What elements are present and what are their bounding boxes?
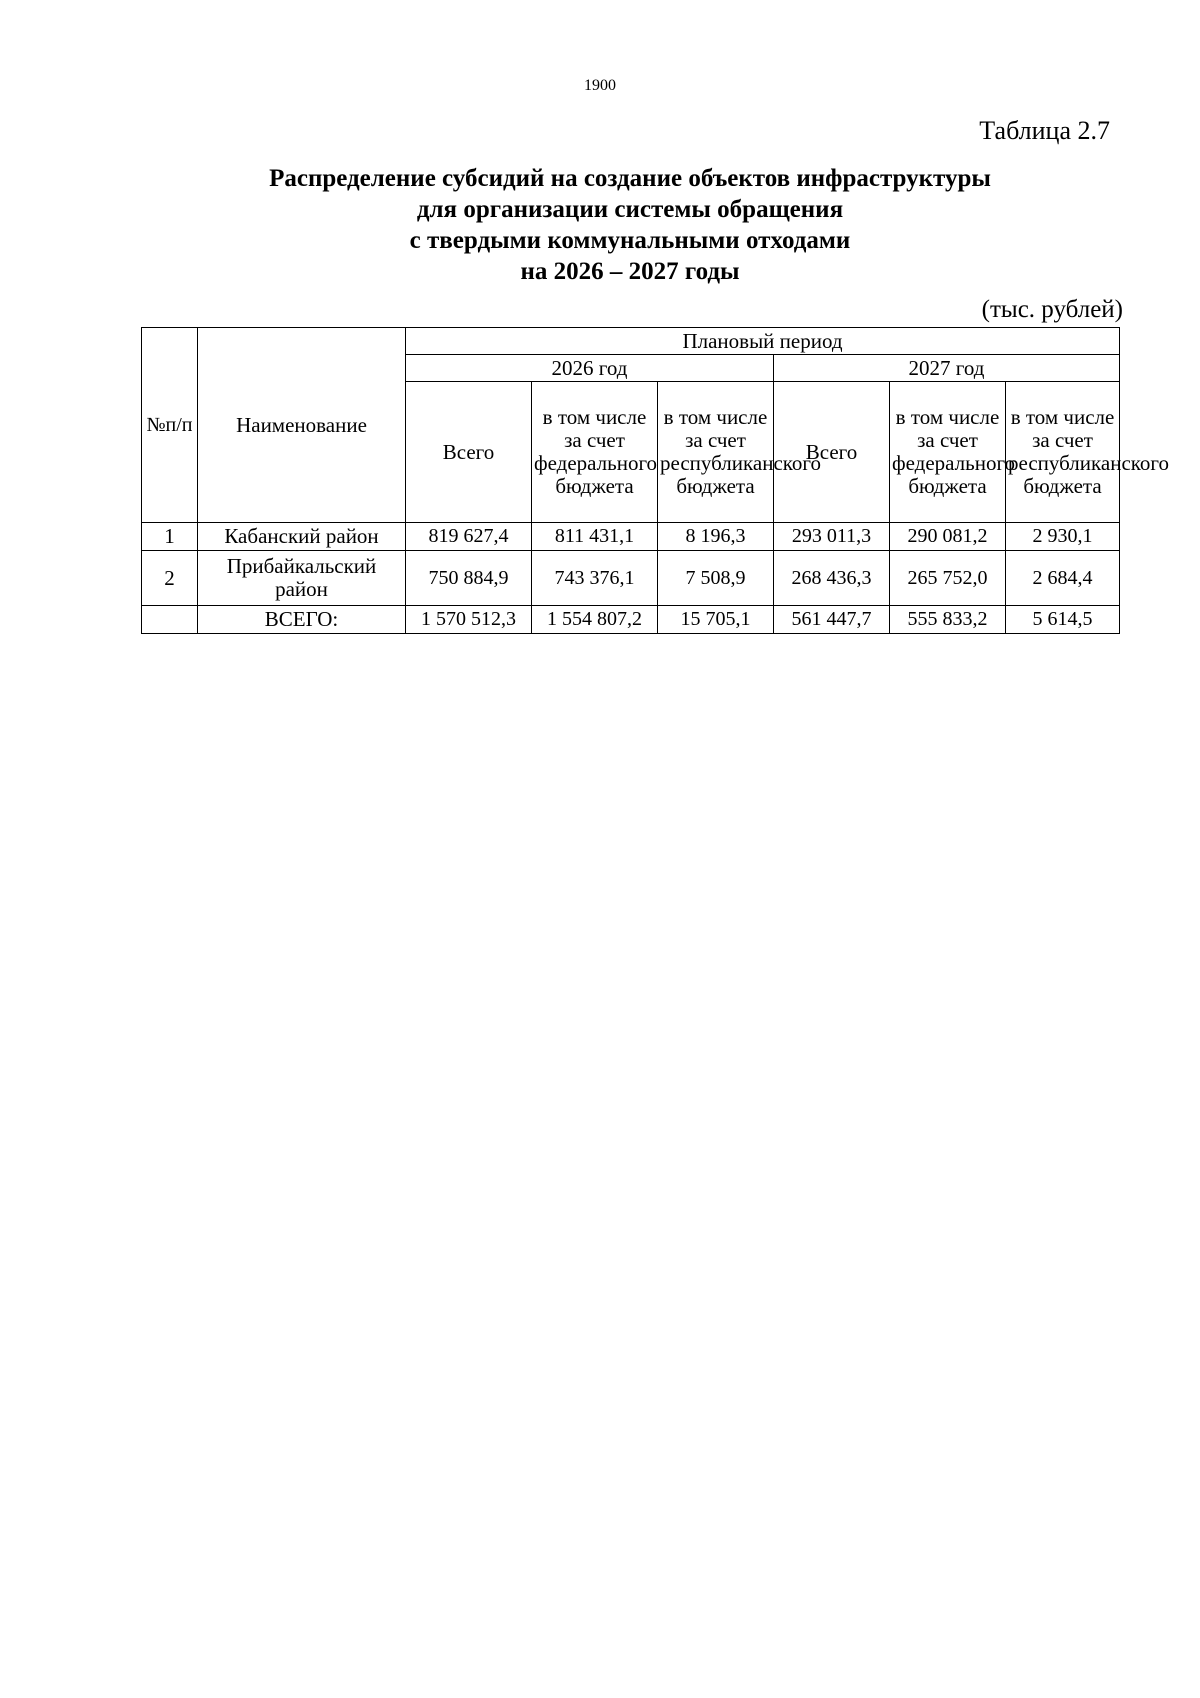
header-year-2026: 2026 год (406, 355, 774, 382)
title-line: для организации системы обращения (416, 196, 844, 223)
title-line: Распределение субсидий на создание объектов инфраструктуры (269, 165, 991, 192)
header-republican-2026: в том числе за счет республиканского бюджета (658, 382, 774, 523)
cell-republican-2027: 2 684,4 (1006, 551, 1120, 606)
cell-total-2027: 268 436,3 (774, 551, 890, 606)
table-row (142, 551, 1120, 606)
cell-total-2026: 750 884,9 (406, 551, 532, 606)
row-name: Кабанский район (198, 523, 406, 551)
header-federal-2026: в том числе за счет федерального бюджета (532, 382, 658, 523)
row-number (142, 606, 198, 634)
cell-total-2027: 561 447,7 (774, 606, 890, 634)
row-number: 1 (142, 523, 198, 551)
table-label: Таблица 2.7 (979, 116, 1110, 145)
row-number: 2 (142, 551, 198, 606)
row-name: Прибайкальский район (198, 551, 406, 606)
cell-federal-2026: 1 554 807,2 (532, 606, 658, 634)
header-republican-2027: в том числе за счет республиканского бюджета (1006, 382, 1120, 523)
title-line: на 2026 – 2027 годы (520, 258, 740, 285)
header-number: №п/п (142, 328, 198, 523)
header-name: Наименование (198, 328, 406, 523)
header-total-2026: Всего (406, 382, 532, 523)
table-row-total (142, 606, 1120, 634)
cell-republican-2027: 5 614,5 (1006, 606, 1120, 634)
header-year-2027: 2027 год (774, 355, 1120, 382)
cell-federal-2026: 811 431,1 (532, 523, 658, 551)
cell-republican-2026: 7 508,9 (658, 551, 774, 606)
cell-federal-2027: 555 833,2 (890, 606, 1006, 634)
units-label: (тыс. рублей) (981, 296, 1123, 323)
cell-republican-2026: 8 196,3 (658, 523, 774, 551)
header-planned-period: Плановый период (406, 328, 1120, 355)
title-line: с твердыми коммунальными отходами (409, 227, 851, 254)
cell-federal-2026: 743 376,1 (532, 551, 658, 606)
cell-republican-2027: 2 930,1 (1006, 523, 1120, 551)
header-federal-2027: в том числе за счет федерального бюджета (890, 382, 1006, 523)
table-row (142, 523, 1120, 551)
cell-total-2026: 1 570 512,3 (406, 606, 532, 634)
cell-federal-2027: 265 752,0 (890, 551, 1006, 606)
document-title (140, 163, 1120, 287)
row-name: ВСЕГО: (198, 606, 406, 634)
page-number: 1900 (584, 77, 616, 94)
cell-total-2026: 819 627,4 (406, 523, 532, 551)
cell-federal-2027: 290 081,2 (890, 523, 1006, 551)
cell-republican-2026: 15 705,1 (658, 606, 774, 634)
header-total-2027: Всего (774, 382, 890, 523)
cell-total-2027: 293 011,3 (774, 523, 890, 551)
subsidies-table (141, 327, 1169, 634)
